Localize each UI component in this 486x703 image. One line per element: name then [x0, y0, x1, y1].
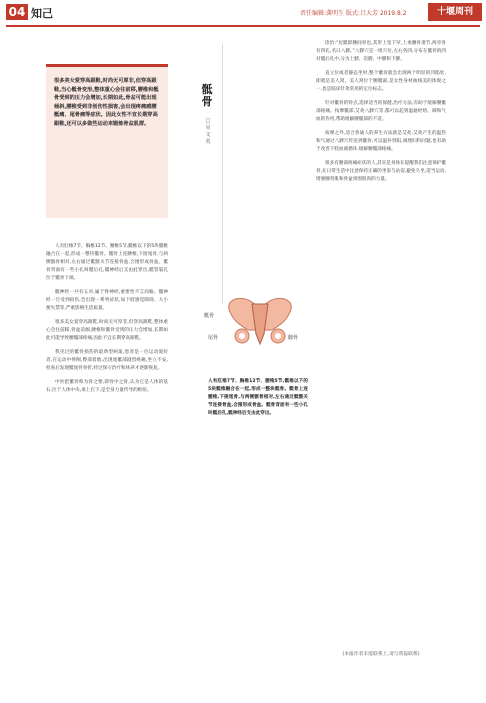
article-paragraph: 针对骶骨的特点,选择适当的保健,治疗方法,有助于缓解腰骶部疼痛。按摩骶部,艾灸八髎穴等,都可以起到温通经络、调和气血的作用,帮助缓解腰骶部的不适。 [316, 101, 446, 122]
section-title: 知己 [31, 7, 53, 20]
page-number: 04 [6, 4, 28, 20]
article-paragraph: 很多美女爱穿高跟鞋,时尚无可厚非,但穿高跟鞋,整体重心会往前移,骨盆前倾,腰椎和骶骨受到的压力会增加,长期如此可能导致腰骶部疼痛,因此不宜长期穿高跟鞋。 [46, 320, 168, 341]
article-paragraph: 按摩之外,适合普通人的养生方法就是艾灸,艾灸产生的温热和气通过八髎穴传送到骶骨,可以温补肾阳,调理妇科问题,也有助于改善下肢血液循环,缓解腰骶部疼痛。 [316, 131, 446, 152]
article-title: 骶骨 [201, 83, 213, 108]
label-sacrum: 骶骨 [204, 313, 215, 319]
label-coccyx: 尾骨 [208, 335, 219, 341]
article-paragraph: 中医把骶骨称为骨之要,即骨中之骨,认为它是人体的基石,位于人体中央,承上启下,是全身力量传导的枢纽。 [46, 380, 168, 393]
article-column-left [46, 243, 168, 401]
pelvis-illustration [204, 290, 299, 362]
article-paragraph: 很多有腰部疼痛症状的人,其实是身体在提醒我们注意保护骶骨,在日常生活中注意保持正确的坐姿与站姿,避免久坐,适当运动,增强腰背肌和骨盆周围肌肉的力量。 [316, 161, 446, 182]
article-paragraph: 诊治:“尻骶即腰间骨也,其形上宽下窄,上承腰骨诸节,两旁各有四孔,名曰八髎。”八髎穴是一组穴位,左右各四,分布在骶骨的四对骶后孔中,分为上髎、次髎、中髎和下髎。 [316, 41, 446, 62]
header-rule [6, 25, 480, 27]
article-paragraph: 骶神经一共有五对,属于脊神经,重要性不言而喻。骶神经一旦受到损伤,会出现一系列症状,如下肢感觉障碍、大小便失禁等,严重影响生活质量。 [46, 290, 168, 311]
pelvis-icon [222, 290, 298, 362]
author-note: (本报作者未能联系上,请与我报联系) [342, 652, 420, 657]
article-author: □吴文英 [205, 118, 211, 145]
pull-quote: 很多美女爱穿高跟鞋,时尚无可厚非,但穿高跟鞋,当心骶骨变形,整体重心会往前移,腰椎和骶骨受到的压力会增加,长期如此,骨盆可能出现倾斜,腰椎受到非创伤性损害,会出现疼痛感腰骶痛、尾骨痛等症状。因此女性不宜长期穿高跟鞋,还可以多做些运动来锻炼骨盆肌群。 [46, 64, 168, 218]
column-divider [222, 44, 223, 304]
article-paragraph: 人有肛椎7节、胸椎12节、腰椎5节,骶椎以下的5块骶椎融合在一起,形成一整块骶骨。骶骨上连腰椎,下接尾骨,与两侧髂骨相对,左右通过骶髂关节连接骨盆,合围形成骨盆。骶骨背面有一些小孔叫骶后孔,骶神经后支由此穿出,骶管裂孔位于骶骨下端。 [46, 244, 168, 281]
editor-credits: 责任编辑:龚明生 版式:吕大芳 2019.8.2 [300, 10, 407, 17]
article-column-right [316, 40, 446, 190]
newspaper-masthead: 十堰周刊 [428, 3, 482, 21]
article-paragraph: 我见过的骶骨损伤的最典型病案,患者是一位运动爱好者,在运动中摔倒,臀部着地,出现尾骶部剧烈疼痛,坐立不安,检查后发现骶尾骨骨折,经过保守治疗和休养才逐渐恢复。 [46, 350, 168, 371]
label-hip: 髋骨 [288, 335, 299, 341]
page-header [0, 0, 486, 24]
article-paragraph: 直立位或者静态坐时,整个骶骨就会出现两个明显的凹陷处,即就是美人窝。美人窝位于腰骶部,是女性身材曲线美的体现之一,也是临床针灸常用的定位标志。 [316, 71, 446, 92]
figure-caption: 人有肛椎7节、胸椎12节、腰椎5节,骶椎以下的5块骶椎融合在一起,形成一整块骶骨。骶骨上连腰椎,下接尾骨,与两侧髂骨相对,左右通过骶髂关节连接骨盆,合围形成骨盆。骶骨背面有一些小孔叫骶后孔,骶神经后支由此穿出。 [208, 379, 308, 416]
